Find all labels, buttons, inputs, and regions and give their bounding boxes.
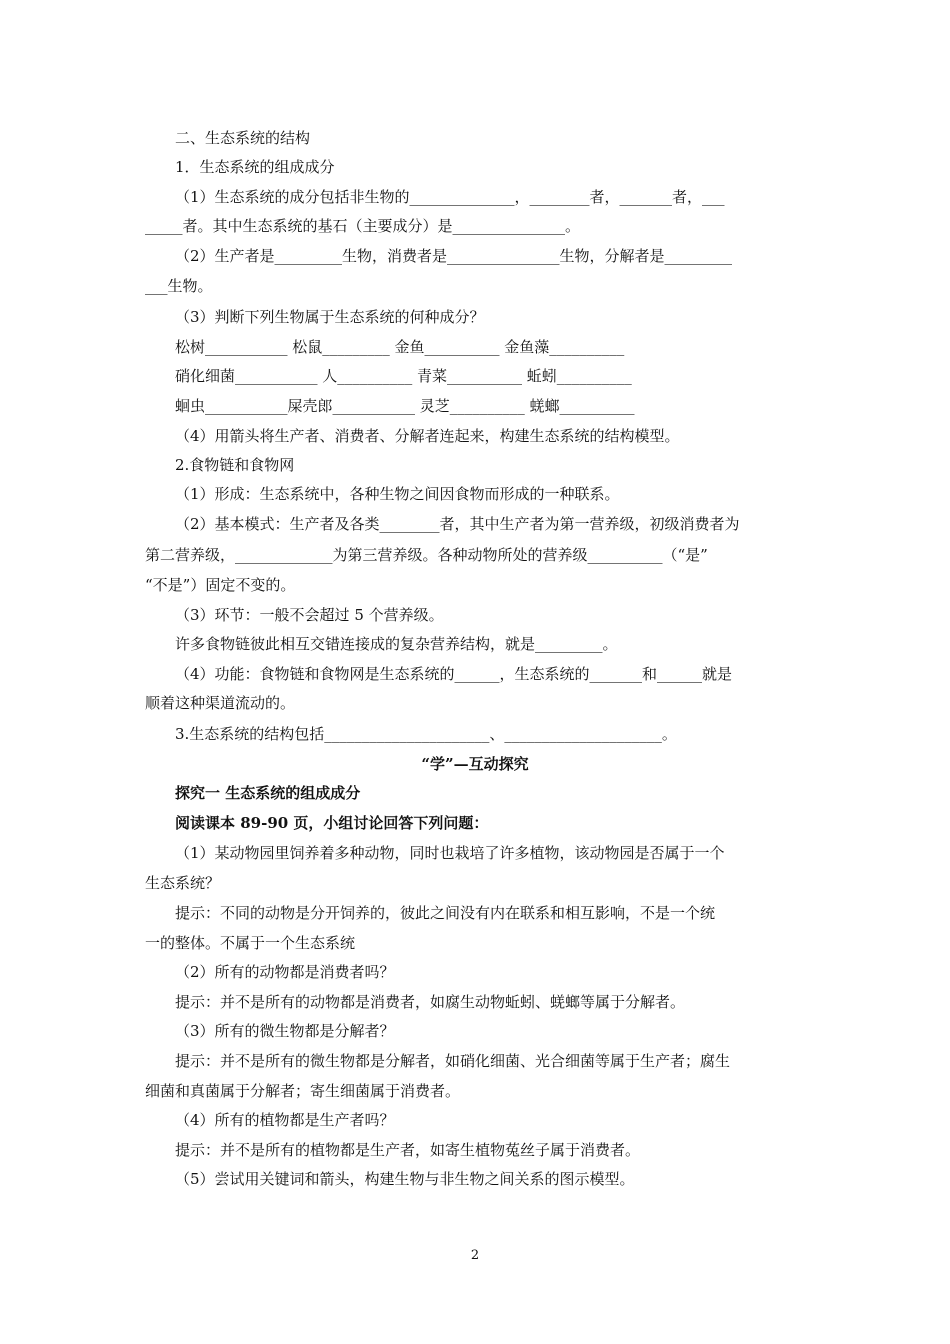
- question-line: （2）所有的动物都是消费者吗？: [175, 963, 395, 981]
- text-line: 硝化细菌___________ 人__________ 青菜__________ 蚯蚓__________: [175, 367, 632, 385]
- text-line: （1）形成：生态系统中，各种生物之间因食物而形成的一种联系。: [175, 485, 620, 503]
- question-line: （5）尝试用关键词和箭头，构建生物与非生物之间关系的图示模型。: [175, 1170, 635, 1188]
- question-line: 生态系统？: [145, 874, 221, 892]
- instruction-line: 阅读课本 89-90 页，小组讨论回答下列问题：: [175, 814, 489, 832]
- hint-line: 提示：并不是所有的植物都是生产者，如寄生植物菟丝子属于消费者。: [175, 1141, 641, 1159]
- text-line: ___生物。: [145, 277, 213, 295]
- explore-heading: 探究一 生态系统的组成成分: [175, 784, 361, 802]
- text-line: 松树___________ 松鼠_________ 金鱼__________ 金鱼藻__________: [175, 338, 625, 356]
- text-line: 顺着这种渠道流动的。: [145, 694, 296, 712]
- page-number: 2: [470, 1248, 480, 1263]
- hint-line: 提示：并不是所有的微生物都是分解者，如硝化细菌、光合细菌等属于生产者；腐生: [175, 1052, 731, 1070]
- text-line: （4）用箭头将生产者、消费者、分解者连起来，构建生态系统的结构模型。: [175, 427, 680, 445]
- hint-line: 一的整体。不属于一个生态系统: [145, 934, 356, 952]
- text-line: 第二营养级，_____________为第三营养级。各种动物所处的营养级__________（“是”: [145, 546, 708, 564]
- question-line: （1）某动物园里饲养着多种动物，同时也栽培了许多植物，该动物园是否属于一个: [175, 844, 725, 862]
- text-line: （2）基本模式：生产者及各类________者，其中生产者为第一营养级，初级消费者为: [175, 515, 740, 533]
- text-line: 3.生态系统的结构包括______________________、_____________________。: [175, 725, 677, 743]
- text-line: （1）生态系统的成分包括非生物的______________，________者，_______者，___: [175, 188, 725, 206]
- text-line: 许多食物链彼此相互交错连接成的复杂营养结构，就是_________。: [175, 635, 618, 653]
- subsection-heading: 1．生态系统的组成成分: [175, 158, 335, 176]
- text-line: “不是”）固定不变的。: [145, 576, 296, 594]
- question-line: （4）所有的植物都是生产者吗？: [175, 1111, 395, 1129]
- text-line: （3）判断下列生物属于生态系统的何种成分？: [175, 308, 485, 326]
- text-line: _____者。其中生态系统的基石（主要成分）是_______________。: [145, 217, 581, 235]
- hint-line: 提示：并不是所有的动物都是消费者，如腐生动物蚯蚓、蜣螂等属于分解者。: [175, 993, 686, 1011]
- question-line: （3）所有的微生物都是分解者？: [175, 1022, 395, 1040]
- subsection-heading: 2.食物链和食物网: [175, 456, 295, 474]
- text-line: （2）生产者是_________生物，消费者是_______________生物，分解者是_________: [175, 247, 733, 265]
- hint-line: 提示：不同的动物是分开饲养的，彼此之间没有内在联系和相互影响，不是一个统: [175, 904, 716, 922]
- section-title: “学”—互动探究: [421, 755, 529, 773]
- text-line: （4）功能：食物链和食物网是生态系统的______，生态系统的_______和______就是: [175, 665, 733, 683]
- text-line: （3）环节：一般不会超过 5 个营养级。: [175, 606, 444, 624]
- hint-line: 细菌和真菌属于分解者；寄生细菌属于消费者。: [145, 1082, 461, 1100]
- text-line: 蛔虫___________屎壳郎___________ 灵芝__________ 蜣螂__________: [175, 397, 635, 415]
- section-heading: 二、生态系统的结构: [175, 129, 311, 147]
